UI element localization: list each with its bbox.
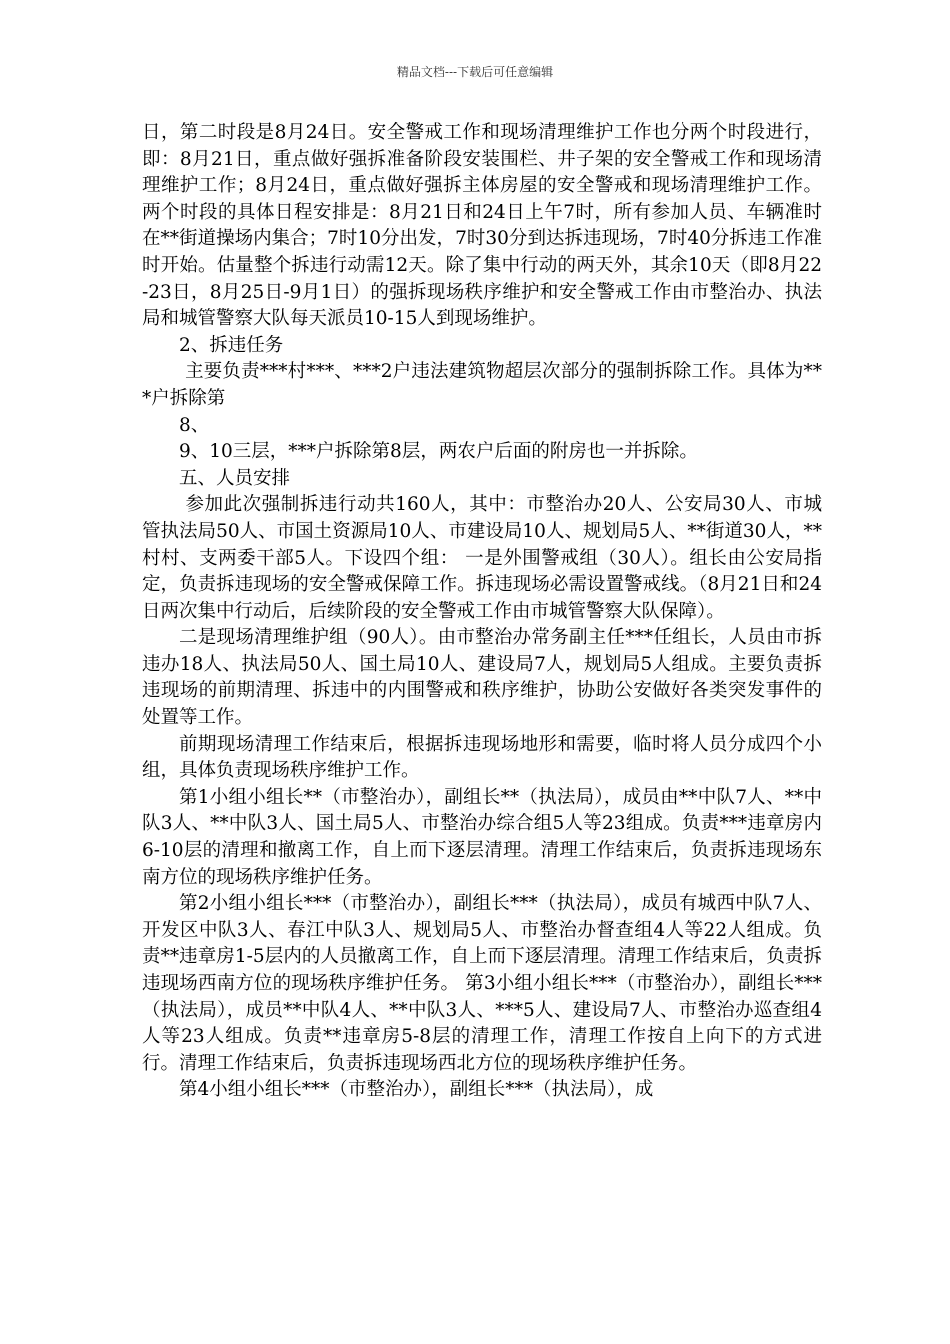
document-body	[142, 120, 822, 1104]
paragraph: 前期现场清理工作结束后，根据拆违现场地形和需要，临时将人员分成四个小组，具体负责现场秩序维护工作。	[142, 733, 822, 782]
page-header: 精品文档---下载后可任意编辑	[396, 65, 554, 79]
paragraph: 2、拆违任务	[179, 334, 284, 356]
paragraph: 8、	[179, 414, 210, 436]
paragraph: 五、人员安排	[179, 467, 291, 489]
paragraph: 日，第二时段是8月24日。安全警戒工作和现场清理维护工作也分两个时段进行，即：8月21日，重点做好强拆准备阶段安装围栏、井子架的安全警戒工作和现场清理维护工作；8月24日，重点做好强拆主体房屋的安全警戒和现场清理维护工作。两个时段的具体日程安排是：8月21日和24日上午7时，所有参加人员、车辆准时在**街道操场内集合；7时10分出发，7时30分到达拆违现场，7时40分拆违工作准时开始。估量整个拆违行动需12天。除了集中行动的两天外，其余10天（即8月22-23日，8月25日-9月1日）的强拆现场秩序维护和安全警戒工作由市整治办、执法局和城管警察大队每天派员10-15人到现场维护。	[142, 122, 822, 330]
paragraph: 9、10三层，***户拆除第8层，两农户后面的附房也一并拆除。	[179, 441, 698, 463]
paragraph: 主要负责***村***、***2户违法建筑物超层次部分的强制拆除工作。具体为***户拆除第	[142, 361, 822, 409]
paragraph: 第4小组小组长***（市整治办），副组长***（执法局），成	[179, 1079, 654, 1101]
paragraph: 第1小组小组长**（市整治办），副组长**（执法局），成员由**中队7人、**中队3人、**中队3人、国土局5人、市整治办综合组5人等23组成。负责***违章房内6-10层的清理和撤离工作，自上而下逐层清理。清理工作结束后，负责拆违现场东南方位的现场秩序维护任务。	[142, 786, 822, 888]
paragraph: 二是现场清理维护组（90人）。由市整治办常务副主任***任组长，人员由市拆违办18人、执法局50人、国土局10人、建设局7人，规划局5人组成。主要负责拆违现场的前期清理、拆违中的内围警戒和秩序维护，协助公安做好各类突发事件的处置等工作。	[142, 627, 822, 729]
paragraph: 第2小组小组长***（市整治办），副组长***（执法局），成员有城西中队7人、开发区中队3人、春江中队3人、规划局5人、市整治办督查组4人等22人组成。负责**违章房1-5层内的人员撤离工作，自上而下逐层清理。清理工作结束后，负责拆违现场西南方位的现场秩序维护任务。 第3小组小组长***（市整治办），副组长***（执法局），成员**中队4人、**中队3人、***5人、建设局7人、市整治办巡查组4人等23人组成。负责**违章房5-8层的清理工作，清理工作按自上向下的方式进行。清理工作结束后，负责拆违现场西北方位的现场秩序维护任务。	[142, 893, 822, 1074]
paragraph: 参加此次强制拆违行动共160人，其中：市整治办20人、公安局30人、市城管执法局50人、市国土资源局10人、市建设局10人、规划局5人、**街道30人，**村村、支两委干部5人。下设四个组： 一是外围警戒组（30人）。组长由公安局指定，负责拆违现场的安全警戒保障工作。拆违现场必需设置警戒线。（8月21日和24日两次集中行动后，后续阶段的安全警戒工作由市城管警察大队保障）。	[142, 494, 822, 622]
